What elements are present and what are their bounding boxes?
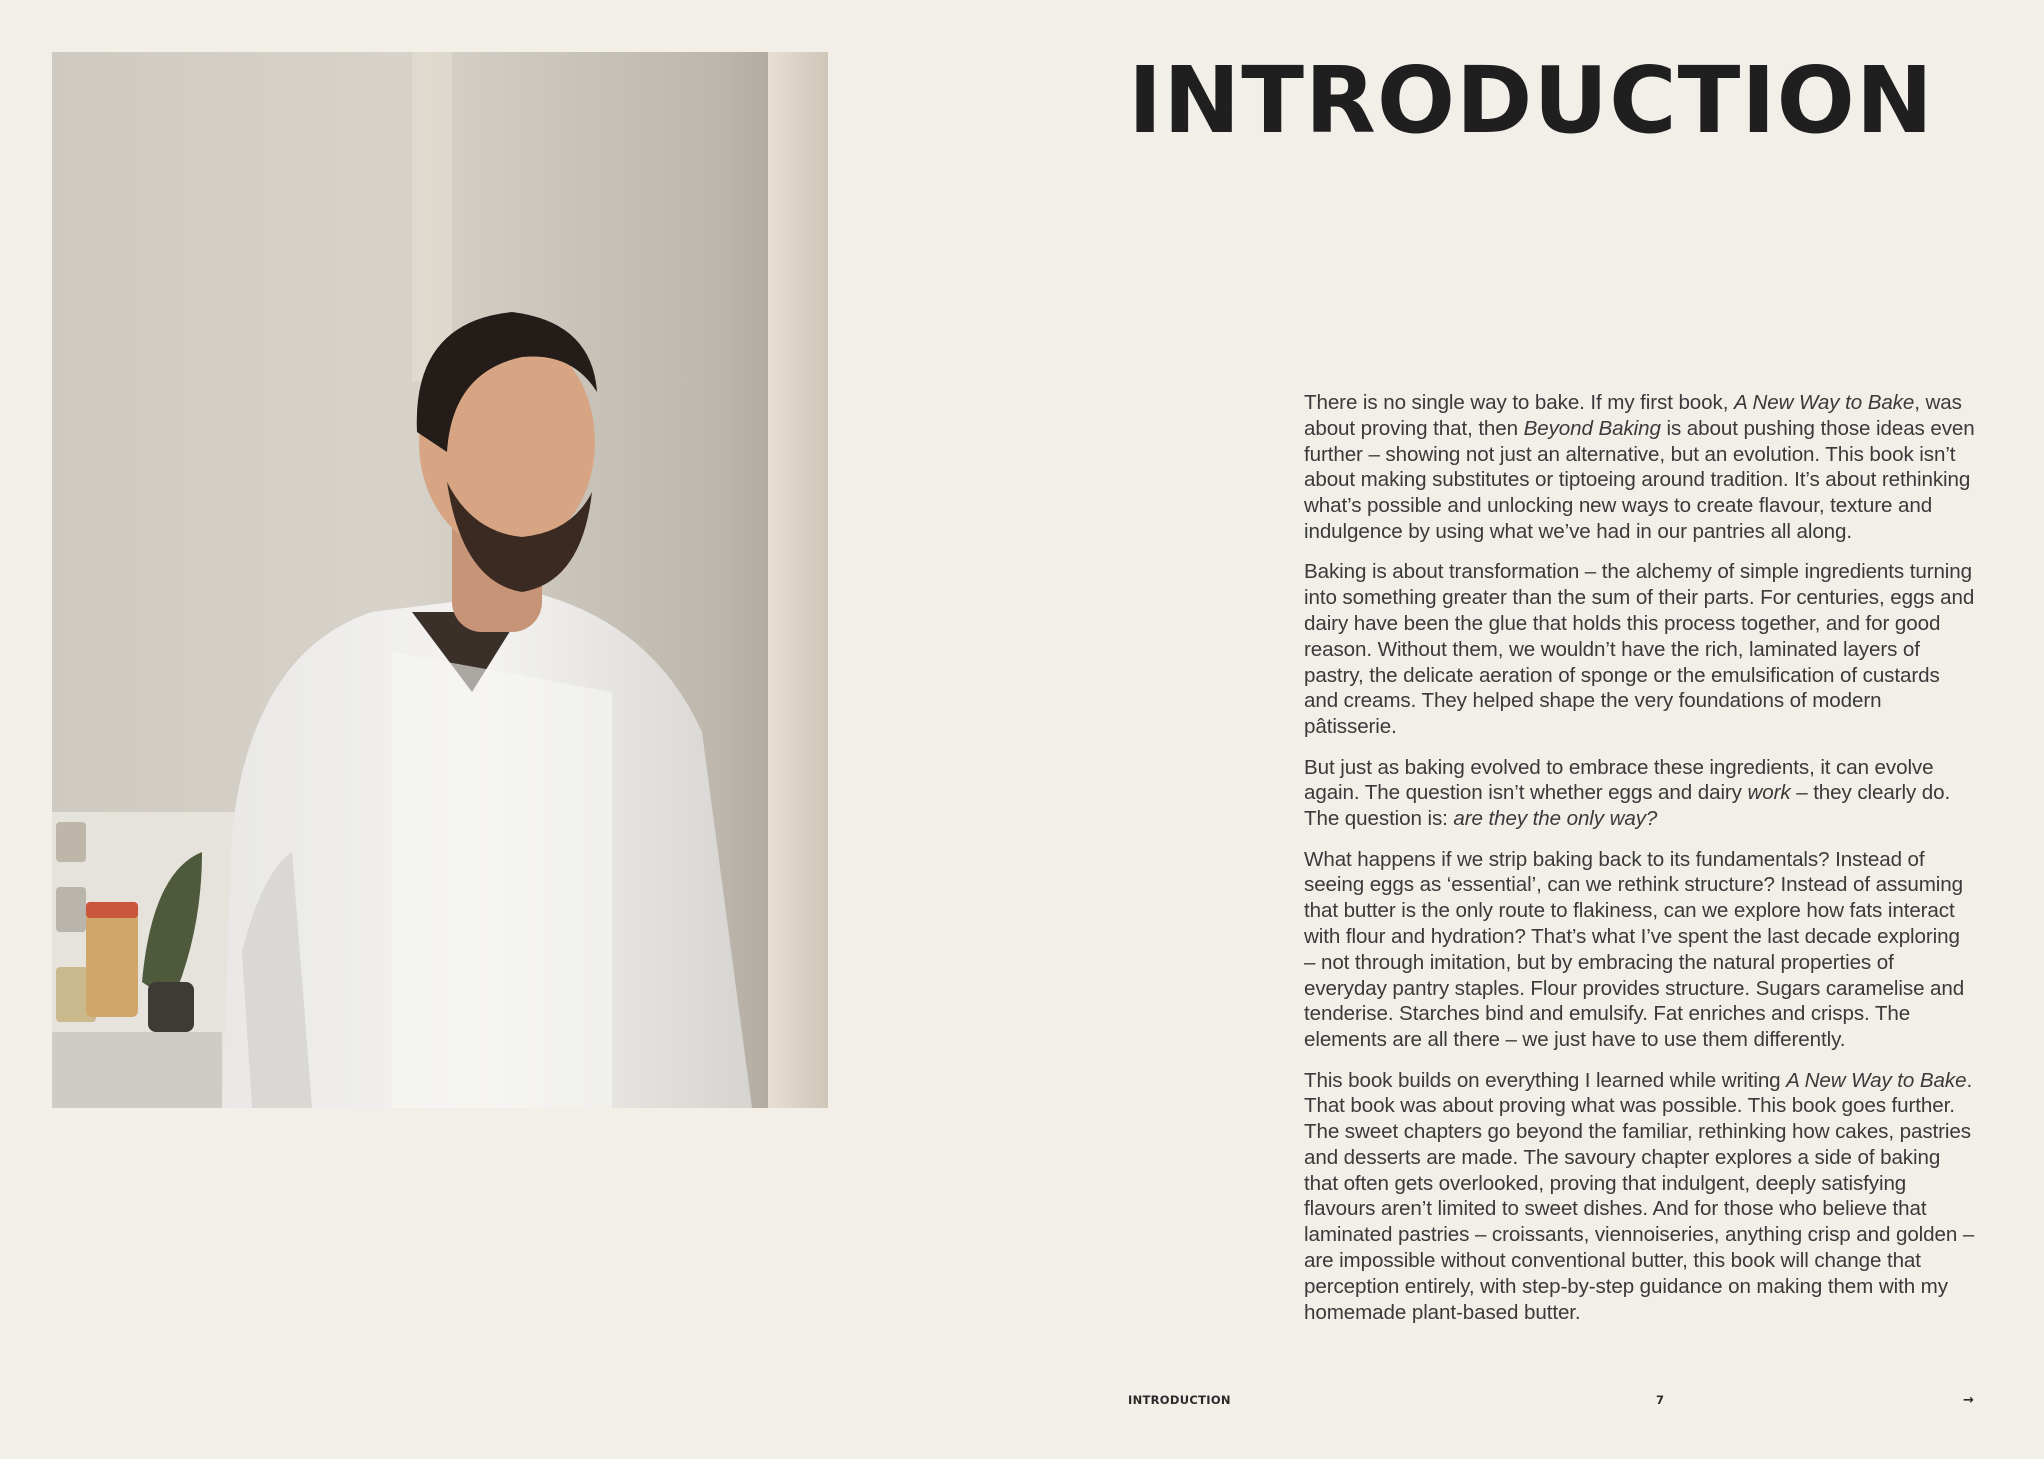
book-title-italic: A New Way to Bake: [1733, 391, 1915, 414]
paragraph-2: Baking is about transformation – the alchemy of simple ingredients turning into something greater than the sum of their parts. For centuries, eggs and dairy have been the glue that holds this process together, and for good reason. Without them, we wouldn’t have the rich, laminated layers of pastry, the delicate aeration of sponge or the emulsification of custards and creams. They helped shape the very foundations of modern pâtisserie.: [1304, 560, 1975, 739]
chef-portrait-photo: [52, 52, 828, 1108]
paragraph-4: What happens if we strip baking back to its fundamentals? Instead of seeing eggs as ‘essential’, can we rethink structure? Instead of assuming that butter is the only route to flakiness, can we explore how fats interact with flour and hydration? That’s what I’ve spent the last decade exploring – not through imitation, but by embracing the natural properties of everyday pantry staples. Flour provides structure. Sugars caramelise and tenderise. Starches bind and emulsify. Fat enriches and crisps. The elements are all there – we just have to use them differently.: [1304, 847, 1965, 1052]
page-number: 7: [1656, 1393, 1665, 1407]
paragraph-3: But just as baking evolved to embrace these ingredients, it can evolve again. The question isn’t whether eggs and dairy work – they clearly do. The question is: are they the only way?: [1304, 755, 1951, 831]
book-title-italic: Beyond Baking: [1523, 416, 1661, 440]
introduction-body: [1304, 390, 1976, 1340]
emphasis-italic: are they the only way?: [1453, 807, 1658, 831]
footer-section-label: INTRODUCTION: [1128, 1393, 1231, 1407]
next-arrow-icon: →: [1963, 1393, 1975, 1408]
paragraph-5: This book builds on everything I learned while writing A New Way to Bake. That book was about proving what was possible. This book goes further. The sweet chapters go beyond the familiar, rethinking how cakes, pastries and desserts are made. The savoury chapter explores a side of baking that often gets overlooked, proving that indulgent, deeply satisfying flavours aren’t limited to sweet dishes. And for those who believe that laminated pastries – croissants, viennoiseries, anything crisp and golden – are impossible without conventional butter, this book will change that perception entirely, with step-by-step guidance on making them with my homemade plant-based butter.: [1304, 1068, 1975, 1324]
page-title: INTRODUCTION: [1128, 47, 1934, 154]
book-title-italic: A New Way to Bake: [1786, 1068, 1967, 1092]
paragraph-1: There is no single way to bake. If my first book, A New Way to Bake, was about proving that, then Beyond Baking is about pushing those ideas even further – showing not just an alternative, but an evolution. This book isn’t about making substitutes or tiptoeing around tradition. It’s about rethinking what’s possible and unlocking new ways to create flavour, texture and indulgence by using what we’ve had in our pantries all along.: [1304, 391, 1975, 543]
emphasis-italic: work: [1747, 781, 1791, 805]
